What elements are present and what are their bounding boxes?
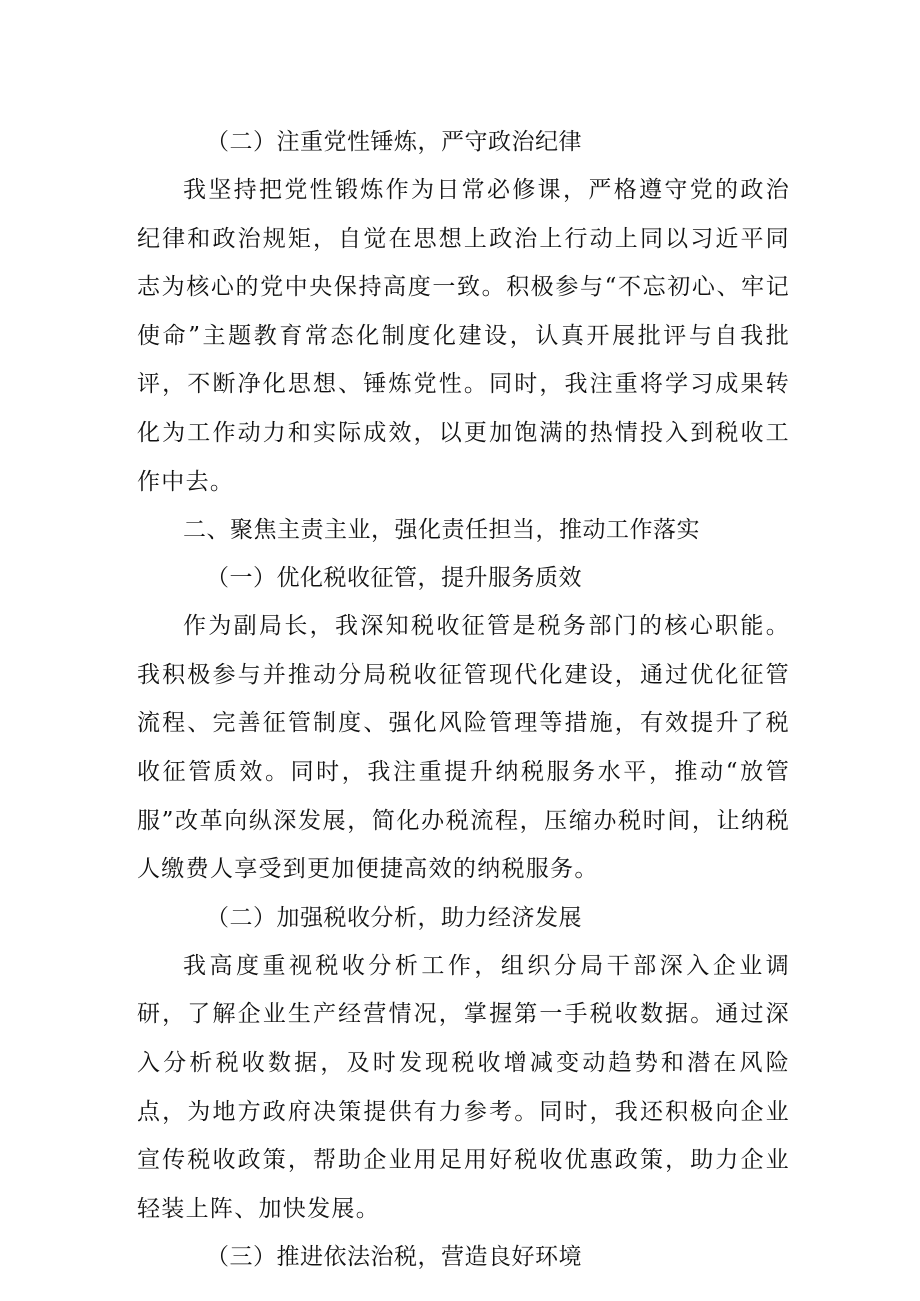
section-subheading-party-discipline: （二）注重党性锤炼，严守政治纪律 xyxy=(206,129,582,155)
section-heading-main-duties: 二、聚焦主责主业，强化责任担当，推动工作落实 xyxy=(183,517,700,544)
section-subheading-tax-administration: （一）优化税收征管，提升服务质效 xyxy=(206,565,582,592)
paragraph-tax-analysis: 我高度重视税收分析工作，组织分局干部深入企业调研，了解企业生产经营情况，掌握第一手税收数据。通过深入分析税收数据，及时发现税收增减变动趋势和潜在风险点，为地方政府决策提供有力参考。同时，我还积极向企业宣传税收政策，帮助企业用足用好税收优惠政策，助力企业轻装上阵、加快发展。 xyxy=(137,952,790,1222)
paragraph-tax-administration: 作为副局长，我深知税收征管是税务部门的核心职能。我积极参与并推动分局税收征管现代化建设，通过优化征管流程、完善征管制度、强化风险管理等措施，有效提升了税收征管质效。同时，我注重提升纳税服务水平，推动“放管服”改革向纵深发展，简化办税流程，压缩办税时间，让纳税人缴费人享受到更加便捷高效的纳税服务。 xyxy=(137,613,790,883)
document-body xyxy=(137,118,790,1281)
paragraph-party-discipline: 我坚持把党性锻炼作为日常必修课，严格遵守党的政治纪律和政治规矩，自觉在思想上政治上行动上同以习近平同志为核心的党中央保持高度一致。积极参与“不忘初心、牢记使命”主题教育常态化制度化建设，认真开展批评与自我批评，不断净化思想、锤炼党性。同时，我注重将学习成果转化为工作动力和实际成效，以更加饱满的热情投入到税收工作中去。 xyxy=(137,177,790,495)
section-subheading-rule-of-law: （三）推进依法治税，营造良好环境 xyxy=(206,1244,582,1271)
section-subheading-tax-analysis: （二）加强税收分析，助力经济发展 xyxy=(206,904,582,931)
